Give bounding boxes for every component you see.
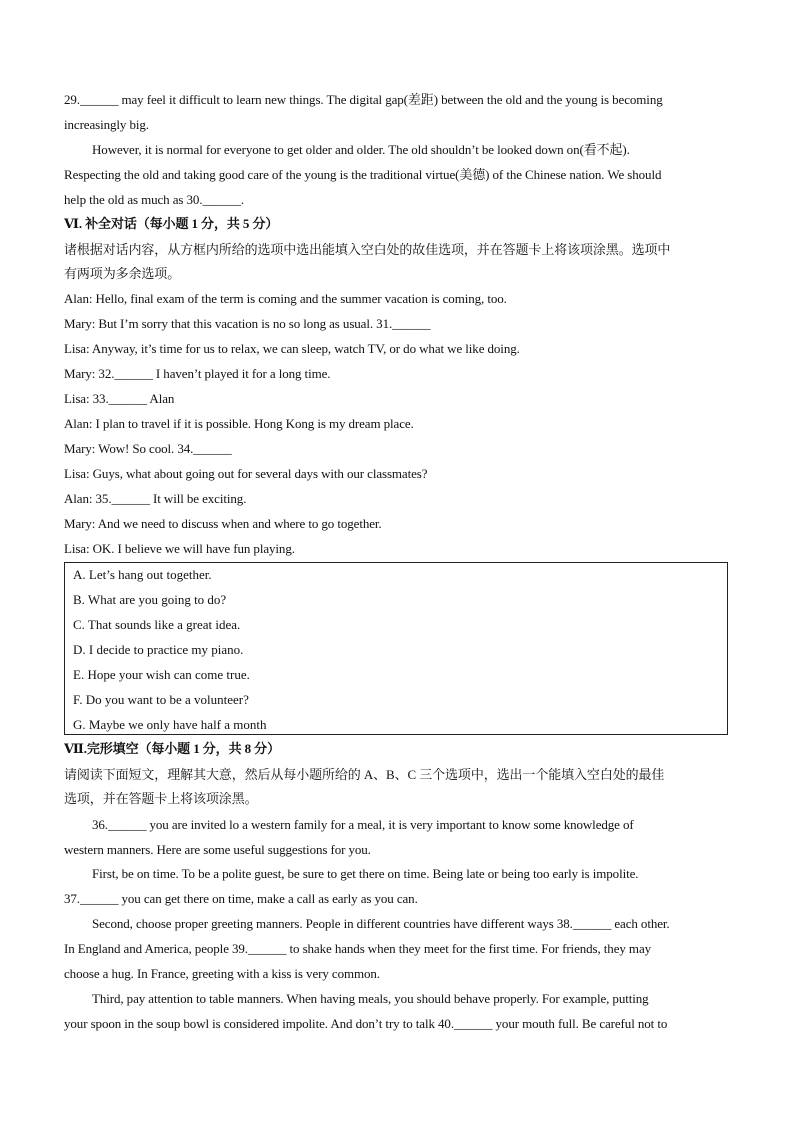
passage-line: 29.______ may feel it difficult to learn new things. The digital gap(差距) between the old and the young is becoming (64, 92, 663, 107)
cloze-line: western manners. Here are some useful suggestions for you. (64, 842, 371, 857)
dialogue-line: Alan: I plan to travel if it is possible. Hong Kong is my dream place. (64, 416, 414, 431)
option-item: E. Hope your wish can come true. (73, 667, 250, 682)
dialogue-line: Mary: Wow! So cool. 34.______ (64, 441, 232, 456)
cloze-line: 37.______ you can get there on time, make a call as early as you can. (64, 891, 418, 906)
option-item: B. What are you going to do? (73, 592, 227, 607)
cloze-line: In England and America, people 39.______ to shake hands when they meet for the first time. For friends, they may (64, 941, 652, 956)
dialogue-line: Mary: But I’m sorry that this vacation is no so long as usual. 31.______ (64, 316, 431, 331)
section-instruction: 请阅读下面短文，理解其大意，然后从每小题所给的 A、B、C 三个选项中，选出一个能填入空白处的最佳 (64, 767, 665, 782)
cloze-line: First, be on time. To be a polite guest, be sure to get there on time. Being late or being too early is impolite. (92, 866, 639, 881)
dialogue-line: Mary: 32.______ I haven’t played it for a long time. (64, 366, 331, 381)
passage-line: However, it is normal for everyone to get older and older. The old shouldn’t be looked down on(看不起). (92, 142, 630, 157)
cloze-line: choose a hug. In France, greeting with a kiss is very common. (64, 966, 380, 981)
dialogue-line: Alan: Hello, final exam of the term is coming and the summer vacation is coming, too. (64, 291, 507, 306)
section-instruction: 选项，并在答题卡上将该项涂黑。 (64, 791, 258, 806)
passage-line: Respecting the old and taking good care of the young is the traditional virtue(美德) of the Chinese nation. We should (64, 167, 662, 182)
dialogue-line: Alan: 35.______ It will be exciting. (64, 491, 247, 506)
cloze-line: Third, pay attention to table manners. When having meals, you should behave properly. For example, putting (92, 991, 649, 1006)
dialogue-line: Lisa: OK. I believe we will have fun playing. (64, 541, 295, 556)
options-box (64, 562, 728, 735)
dialogue-line: Mary: And we need to discuss when and where to go together. (64, 516, 382, 531)
passage-line: help the old as much as 30.______. (64, 192, 245, 207)
cloze-line: your spoon in the soup bowl is considered impolite. And don’t try to talk 40.______ your mouth full. Be careful not to (64, 1016, 668, 1031)
dialogue-line: Lisa: Guys, what about going out for several days with our classmates? (64, 466, 428, 481)
section-heading: Ⅶ.完形填空（每小题 1 分，共 8 分） (64, 741, 280, 756)
option-item: D. I decide to practice my piano. (73, 642, 244, 657)
passage-line: increasingly big. (64, 117, 149, 132)
dialogue-line: Lisa: 33.______ Alan (64, 391, 175, 406)
section-instruction: 诸根据对话内容，从方框内所给的选项中选出能填入空白处的故佳选项，并在答题卡上将该项涂黑。选项中 (64, 242, 671, 257)
option-item: C. That sounds like a great idea. (73, 617, 241, 632)
cloze-line: Second, choose proper greeting manners. People in different countries have different ways 38.______ each other. (92, 916, 670, 931)
option-item: F. Do you want to be a volunteer? (73, 692, 249, 707)
section-instruction: 有两项为多余选项。 (64, 266, 181, 281)
dialogue-line: Lisa: Anyway, it’s time for us to relax, we can sleep, watch TV, or do what we like doing. (64, 341, 520, 356)
option-item: A. Let’s hang out together. (73, 567, 212, 582)
option-item: G. Maybe we only have half a month (73, 717, 267, 732)
section-heading: Ⅵ. 补全对话（每小题 1 分，共 5 分） (64, 216, 279, 231)
cloze-line: 36.______ you are invited lo a western family for a meal, it is very important to know some knowledge of (92, 817, 634, 832)
